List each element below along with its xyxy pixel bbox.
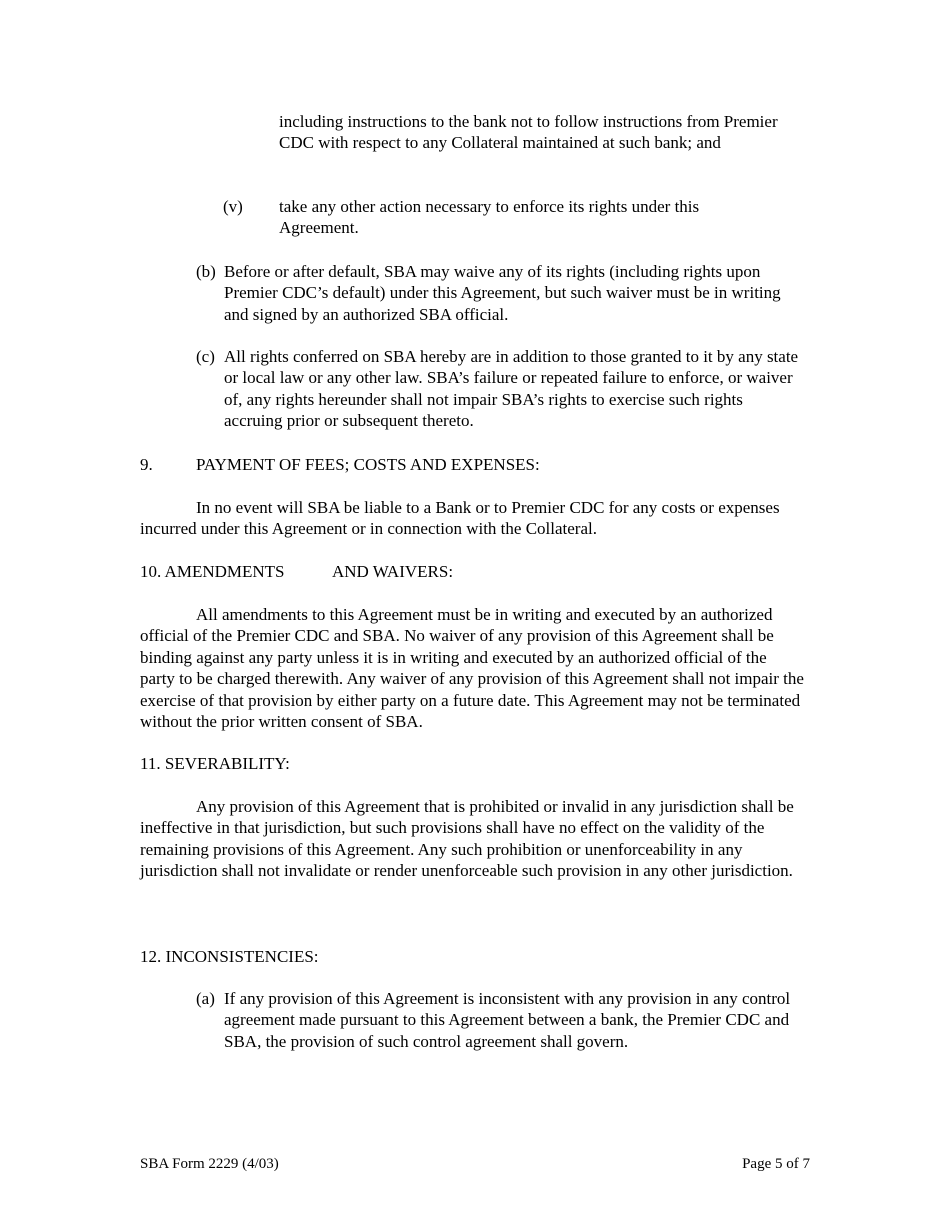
- section-12-heading: 12. INCONSISTENCIES:: [140, 947, 319, 966]
- section-12-paragraph-a-marker: (a): [196, 989, 215, 1008]
- item-v-text: take any other action necessary to enforce its rights under this Agreement.: [279, 197, 700, 238]
- paragraph-c-marker: (c): [196, 347, 215, 366]
- section-11-heading: 11. SEVERABILITY:: [140, 754, 290, 773]
- section-10-number: 10. AMENDMENTS: [140, 562, 285, 581]
- section-11-body: Any provision of this Agreement that is prohibited or invalid in any jurisdiction shall be ineffective in that jurisdiction, but such provisions shall have no effect on the validity of the remaining provisions of this Agreement. Any such prohibition or unenforceability in any jurisdiction shall not invalidate or render unenforceable such provision in any other jurisdiction.: [140, 797, 794, 881]
- paragraph-b: [196, 261, 816, 325]
- section-9-heading: [140, 454, 800, 476]
- item-iv-continuation: including instructions to the bank not to follow instructions from Premier CDC with respect to any Collateral maintained at such bank; and: [279, 112, 778, 153]
- item-v-marker: (v): [223, 197, 243, 216]
- item-v: [223, 196, 823, 239]
- section-12-paragraph-a-text: If any provision of this Agreement is inconsistent with any provision in any control agreement made pursuant to this Agreement between a bank, the Premier CDC and SBA, the provision of such control agreement shall govern.: [224, 989, 791, 1051]
- paragraph-b-marker: (b): [196, 262, 216, 281]
- paragraph-b-text: Before or after default, SBA may waive any of its rights (including rights upon Premier CDC’s default) under this Agreement, but such waiver must be in writing and signed by an authorized SBA official.: [224, 262, 781, 324]
- paragraph-c-text: All rights conferred on SBA hereby are in addition to those granted to it by any state or local law or any other law. SBA’s failure or repeated failure to enforce, or waiver of, any rights hereunder shall not impair SBA’s rights to exercise such rights accruing prior or subsequent thereto.: [224, 347, 799, 431]
- section-12-paragraph-a: [196, 988, 816, 1052]
- footer-page-number: Page 5 of 7: [742, 1156, 810, 1172]
- section-9-title: PAYMENT OF FEES; COSTS AND EXPENSES:: [196, 455, 540, 474]
- section-10-title: AND WAIVERS:: [332, 562, 454, 581]
- section-9-body: In no event will SBA be liable to a Bank or to Premier CDC for any costs or expenses incurred under this Agreement or in connection with the Collateral.: [140, 498, 780, 539]
- section-10-body: All amendments to this Agreement must be in writing and executed by an authorized official of the Premier CDC and SBA. No waiver of any provision of this Agreement shall be binding against any party unless it is in writing and executed by an authorized official of the party to be charged therewith. Any waiver of any provision of this Agreement shall not impair the exercise of that provision by either party on a future date. This Agreement may not be terminated without the prior written consent of SBA.: [140, 605, 804, 732]
- footer-form-number: SBA Form 2229 (4/03): [140, 1156, 279, 1172]
- section-9-number: 9.: [140, 455, 153, 474]
- section-10-heading: [140, 561, 800, 583]
- paragraph-c: [196, 346, 816, 432]
